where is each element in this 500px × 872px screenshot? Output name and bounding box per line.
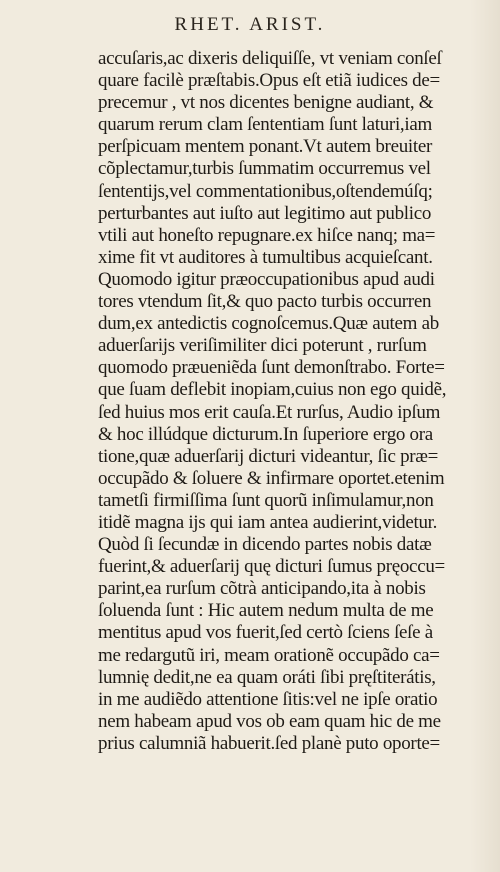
body-text	[98, 48, 466, 755]
text-line: quarum rerum clam ſententiam ſunt laturi,iam	[98, 114, 432, 136]
text-line: Quòd ſi ſecundæ in dicendo partes nobis datæ	[98, 534, 432, 556]
text-line: Quomodo igitur præoccupationibus apud audi	[98, 268, 435, 290]
text-line: accuſaris,ac dixeris deliquiſſe, vt veniam conſeſ	[98, 48, 442, 69]
text-line: lumnię dedit,ne ea quam oráti ſibi pręſtiterátis,	[98, 666, 436, 688]
running-head: RHET. ARIST.	[174, 14, 326, 35]
text-line: cõplectamur,turbis ſummatim occurremus vel	[98, 158, 431, 180]
text-line: aduerſarijs veriſimiliter dici poterunt , rurſum	[98, 335, 427, 357]
text-line: precemur , vt nos dicentes benigne audiant, &	[98, 92, 434, 114]
text-line: mentitus apud vos fuerit,ſed certò ſciens ſeſe à	[98, 622, 433, 644]
text-line: & hoc illúdque dicturum.In ſuperiore ergo ora	[98, 423, 433, 445]
text-line: tores vtendum ſit,& quo pacto turbis occurren	[98, 291, 432, 313]
text-line: tione,quæ aduerſarij dicturi videantur, ſic præ=	[98, 445, 439, 467]
page-edge-shadow	[470, 0, 500, 872]
text-line: ſed huius mos erit cauſa.Et rurſus, Audio ipſum	[98, 401, 441, 423]
text-line: vtili aut honeſto repugnare.ex hiſce nanq; ma=	[98, 224, 436, 246]
text-line: dum,ex antedictis cognoſcemus.Quæ autem ab	[98, 313, 439, 335]
text-line: itidẽ magna ijs qui iam antea audierint,videtur.	[98, 511, 438, 533]
text-line: perſpicuam mentem ponant.Vt autem breuiter	[98, 136, 433, 158]
text-line: in me audiẽdo attentione ſitis:vel ne ipſe oratio	[98, 688, 438, 710]
text-line: perturbantes aut iuſto aut legitimo aut publico	[98, 202, 432, 224]
text-line: quare facilè præſtabis.Opus eſt etiã iudices de=	[98, 70, 440, 92]
text-line: quomodo præueniẽda ſunt demonſtrabo. Forte=	[98, 357, 445, 379]
text-line: occupãdo & ſoluere & infirmare oportet.etenim	[98, 467, 445, 489]
text-line: ſoluenda ſunt : Hic autem nedum multa de me	[98, 600, 434, 622]
text-line: fuerint,& aduerſarij quę dicturi ſumus pręoccu=	[98, 556, 445, 578]
text-line: nem habeam apud vos ob eam quam hic de me	[98, 710, 441, 732]
text-line: que ſuam deflebit inopiam,cuius non ego quidẽ,	[98, 379, 447, 401]
text-line: ſententijs,vel commentationibus,oſtendemúſq;	[98, 180, 433, 202]
text-line: parint,ea rurſum cõtrà anticipando,ita à nobis	[98, 578, 426, 600]
text-line: prius calumniã habuerit.ſed planè puto oporte=	[98, 732, 440, 754]
text-line: me redargutũ iri, meam orationẽ occupãdo ca=	[98, 644, 440, 666]
text-line: tametſi firmiſſima ſunt quorũ inſimulamur,non	[98, 489, 434, 511]
text-line: xime fit vt auditores à tumultibus acquieſcant.	[98, 246, 433, 268]
